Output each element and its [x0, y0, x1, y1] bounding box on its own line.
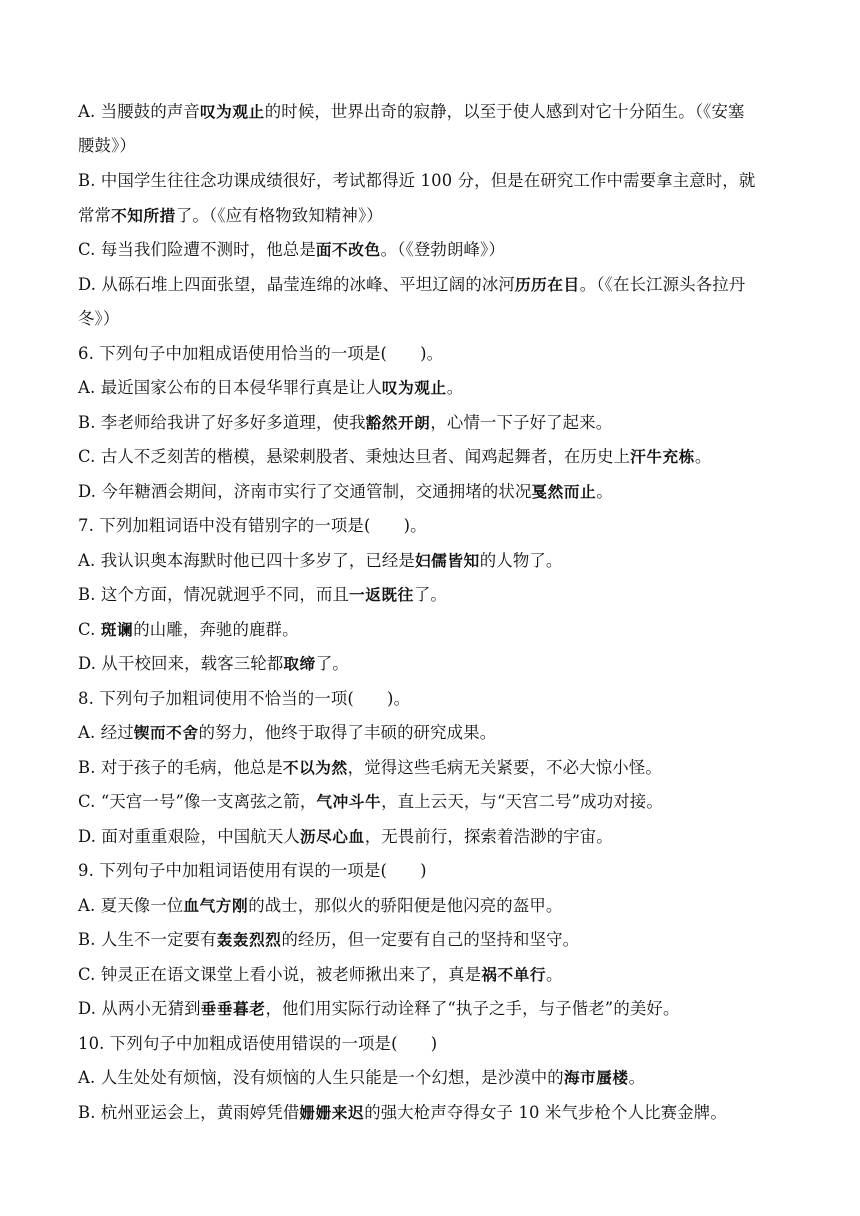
text-run: C. “天宫一号”像一支离弦之箭， [78, 792, 317, 811]
text-line [78, 205, 383, 227]
text-line [78, 170, 755, 192]
text-run: 的山雕，奔驰的鹿群。 [133, 620, 299, 639]
text-line [78, 1033, 437, 1055]
text-run: 的时候，世界出奇的寂静，以至于使人感到对它十分陌生。（《安塞 [264, 102, 745, 121]
bold-term: 一返既往 [349, 586, 414, 604]
text-run: B. 李老师给我讲了好多好多道理，使我 [78, 413, 366, 432]
text-run: 。（《登勃朗峰》） [380, 240, 505, 259]
bold-term: 历历在目 [514, 276, 580, 294]
text-line [78, 481, 613, 503]
text-run: D. 从干校回来，载客三轮都 [78, 654, 284, 673]
bold-term: 取缔 [283, 655, 316, 673]
bold-term: 锲而不舍 [133, 724, 199, 742]
text-run: C. 钟灵正在语文课堂上看小说，被老师揪出来了，真是 [78, 965, 482, 984]
text-run: 的经历，但一定要有自己的坚持和坚守。 [281, 930, 580, 949]
text-run: 的努力，他终于取得了丰硕的研究成果。 [198, 723, 497, 742]
text-line [78, 998, 680, 1020]
text-run: 腰鼓》） [78, 136, 136, 155]
text-line [78, 722, 496, 744]
bold-term: 不以为然 [282, 759, 348, 777]
text-line [78, 964, 563, 986]
text-run: D. 从两小无猜到 [78, 999, 201, 1018]
text-line [78, 619, 299, 641]
bold-term: 气冲斗牛 [316, 793, 382, 811]
text-run: ，直上云天，与“天宫二号”成功对接。 [381, 792, 663, 811]
bold-term: 戛然而止 [531, 483, 597, 501]
bold-term: 不知所措 [111, 207, 176, 225]
text-run: D. 今年糖酒会期间，济南市实行了交通管制，交通拥堵的状况 [78, 482, 532, 501]
text-run: C. [78, 620, 101, 639]
text-run: 常常 [78, 206, 112, 225]
text-line [78, 1102, 727, 1124]
text-run: ，无畏前行，探索着浩渺的宇宙。 [364, 827, 613, 846]
bold-term: 沥尽心血 [299, 828, 365, 846]
text-run: B. 杭州亚运会上，黄雨婷凭借 [78, 1103, 300, 1122]
text-run: 的强大枪声夺得女子 10 米气步枪个人比赛金牌。 [364, 1103, 727, 1122]
text-run: A. 人生处处有烦恼，没有烦恼的人生只能是一个幻想，是沙漠中的 [78, 1068, 564, 1087]
text-run: A. 经过 [78, 723, 134, 742]
text-run: B. 这个方面，情况就迥乎不同，而且 [78, 585, 350, 604]
text-run: 6. 下列句子中加粗成语使用恰当的一项是( )。 [78, 344, 444, 363]
text-line [78, 791, 663, 813]
text-run: D. 从砾石堆上四面张望，晶莹连绵的冰峰、平坦辽阔的冰河 [78, 275, 515, 294]
text-run: 。 [694, 447, 712, 466]
text-run: A. 最近国家公布的日本侵华罪行真是让人 [78, 378, 382, 397]
text-line [78, 653, 349, 675]
text-line [78, 1067, 645, 1089]
text-line [78, 584, 447, 606]
text-line [78, 446, 711, 468]
text-run: 的战士，那似火的骄阳便是他闪亮的盔甲。 [248, 896, 563, 915]
text-run: 的人物了。 [479, 551, 563, 570]
text-run: C. 每当我们险遭不测时，他总是 [78, 240, 316, 259]
text-run: 。 [628, 1068, 646, 1087]
text-line [78, 343, 443, 365]
bold-term: 斑谰 [100, 621, 134, 639]
text-line [78, 135, 136, 157]
text-run: D. 面对重重艰险，中国航天人 [78, 827, 300, 846]
text-run: C. 古人不乏刻苦的楷模，悬梁刺股者、秉烛达旦者、闻鸡起舞者，在历史上 [78, 447, 631, 466]
text-line [78, 929, 579, 951]
bold-term: 海市蜃楼 [563, 1069, 629, 1087]
text-run: B. 中国学生往往念功课成绩很好，考试都得近 100 分，但是在研究工作中需要拿主意时，就 [78, 171, 756, 190]
bold-term: 叹为观止 [381, 379, 447, 397]
bold-term: 姗姗来迟 [299, 1104, 365, 1122]
text-line [78, 239, 505, 261]
text-run: ，觉得这些毛病无关紧要，不必大惊小怪。 [347, 758, 662, 777]
text-run: 了。（《应有格物致知精神》） [175, 206, 383, 225]
bold-term: 面不改色 [315, 241, 381, 259]
text-run: B. 对于孩子的毛病，他总是 [78, 758, 283, 777]
text-run: A. 我认识奥本海默时他已四十多岁了，已经是 [78, 551, 415, 570]
text-run: A. 当腰鼓的声音 [78, 102, 200, 121]
text-line [78, 377, 463, 399]
text-run: 7. 下列加粗词语中没有错别字的一项是( )。 [78, 516, 427, 535]
text-run: A. 夏天像一位 [78, 896, 184, 915]
bold-term: 妇儒皆知 [414, 552, 480, 570]
text-line [78, 895, 562, 917]
bold-term: 豁然开朗 [365, 414, 431, 432]
text-run: 8. 下列句子加粗词使用不恰当的一项( )。 [78, 689, 411, 708]
text-line [78, 550, 562, 572]
text-run: 10. 下列句子中加粗成语使用错误的一项是( ) [78, 1034, 438, 1053]
text-run: 了。 [315, 654, 349, 673]
text-run: 。（《在长江源头各拉丹 [579, 275, 746, 294]
bold-term: 血气方刚 [183, 897, 249, 915]
text-line [78, 515, 427, 537]
text-line [78, 412, 612, 434]
text-run: 。 [546, 965, 563, 984]
text-run: 9. 下列句子中加粗词语使用有误的一项是( ) [78, 861, 427, 880]
text-run: 。 [446, 378, 464, 397]
text-run: 。 [596, 482, 613, 501]
text-line [78, 274, 745, 296]
bold-term: 叹为观止 [199, 103, 265, 121]
bold-term: 轰轰烈烈 [216, 931, 282, 949]
text-run: ，他们用实际行动诠释了“执子之手，与子偕老”的美好。 [265, 999, 680, 1018]
text-line [78, 826, 613, 848]
bold-term: 垂垂暮老 [200, 1000, 266, 1018]
bold-term: 祸不单行 [481, 966, 547, 984]
text-line [78, 860, 427, 882]
text-line [78, 101, 745, 123]
text-run: 了。 [413, 585, 447, 604]
text-line [78, 308, 119, 330]
bold-term: 汗牛充栋 [630, 448, 695, 466]
text-run: 冬》） [78, 309, 120, 328]
text-run: ，心情一下子好了起来。 [430, 413, 613, 432]
text-line [78, 688, 410, 710]
text-run: B. 人生不一定要有 [78, 930, 217, 949]
text-line [78, 757, 662, 779]
